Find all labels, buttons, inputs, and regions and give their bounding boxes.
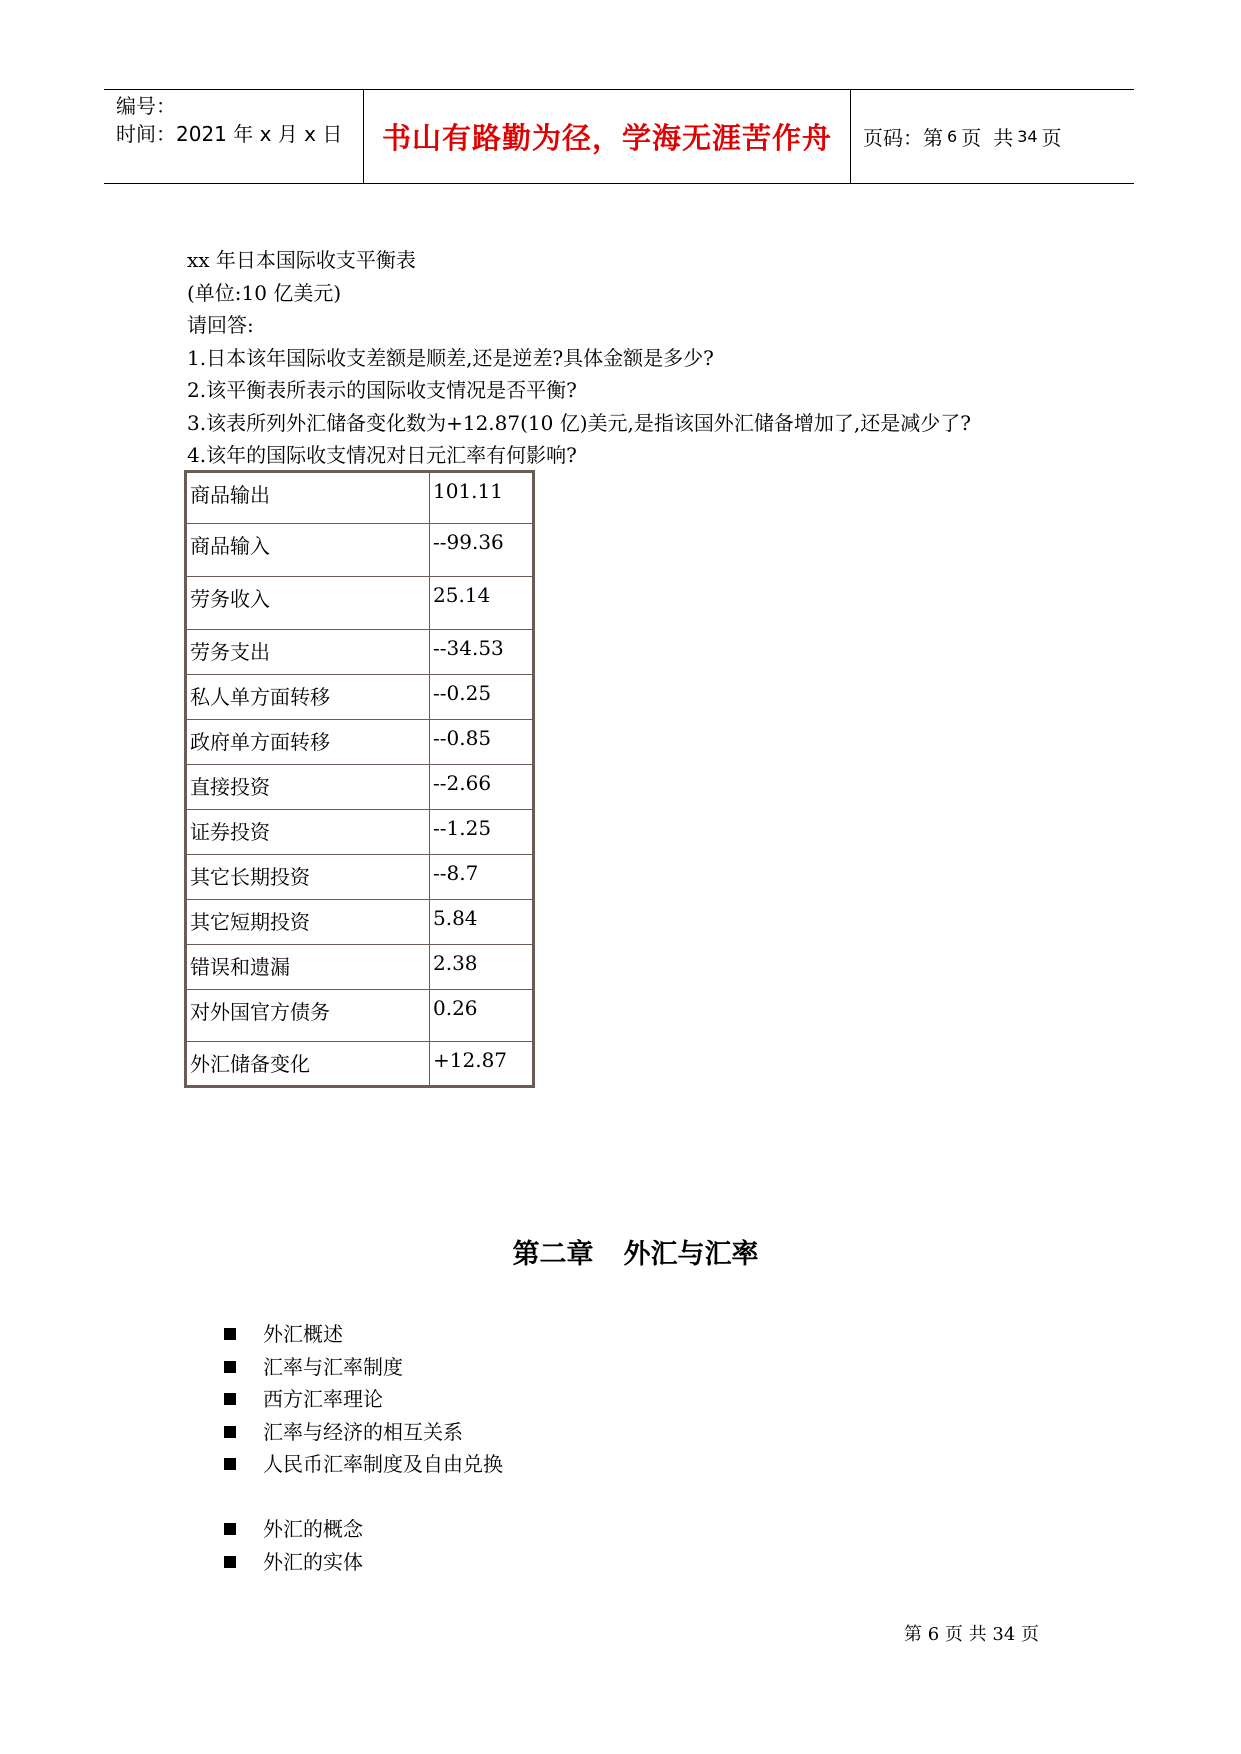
- row-value: --2.66: [430, 765, 534, 810]
- square-bullet-icon: [224, 1556, 236, 1568]
- row-label: 商品输入: [186, 524, 430, 577]
- list-item-label: 汇率与汇率制度: [263, 1354, 403, 1379]
- page-total: 34: [1017, 127, 1038, 146]
- row-label: 外汇储备变化: [186, 1042, 430, 1087]
- list-item-label: 人民币汇率制度及自由兑换: [263, 1452, 503, 1476]
- row-label: 劳务支出: [186, 630, 430, 675]
- row-label: 商品输出: [186, 472, 430, 524]
- question-item: 4.该年的国际收支情况对日元汇率有何影响?: [187, 443, 577, 467]
- total-unit: 页: [1041, 126, 1062, 150]
- row-value: --1.25: [430, 810, 534, 855]
- table-row: [186, 472, 534, 524]
- list-item-label: 汇率与经济的相互关系: [263, 1419, 463, 1444]
- row-value: --34.53: [430, 630, 534, 675]
- row-value: 25.14: [430, 577, 534, 630]
- list-item: [224, 1448, 503, 1481]
- question-intro: [187, 244, 971, 472]
- list-item-label: 外汇的实体: [263, 1549, 363, 1574]
- chapter-heading: [0, 1232, 1241, 1271]
- square-bullet-icon: [224, 1426, 236, 1438]
- list-item: [224, 1351, 503, 1384]
- table-unit: (单位:10 亿美元): [187, 280, 342, 305]
- question-prompt: 请回答:: [187, 313, 254, 337]
- square-bullet-icon: [224, 1458, 236, 1470]
- table-row: [186, 945, 534, 990]
- question-item: 1.日本该年国际收支差额是顺差,还是逆差?具体金额是多少?: [187, 345, 714, 370]
- table-row: [186, 1042, 534, 1087]
- chapter-outline-list: [224, 1318, 503, 1481]
- row-value: --0.85: [430, 720, 534, 765]
- row-value: --8.7: [430, 855, 534, 900]
- list-item-label: 西方汇率理论: [263, 1387, 383, 1411]
- table-row: [186, 900, 534, 945]
- table-row: [186, 990, 534, 1042]
- row-value: 101.11: [430, 472, 534, 524]
- row-value: 0.26: [430, 990, 534, 1042]
- table-row: [186, 524, 534, 577]
- square-bullet-icon: [224, 1393, 236, 1405]
- table-row: [186, 810, 534, 855]
- row-label: 其它短期投资: [186, 900, 430, 945]
- page-header: [104, 89, 1134, 184]
- footer-total-prefix: 共: [968, 1624, 987, 1645]
- question-item: 2.该平衡表所表示的国际收支情况是否平衡?: [187, 378, 577, 402]
- page-current: 6: [947, 127, 958, 146]
- list-item: [224, 1383, 503, 1416]
- time-label: 时间：2021 年 x 月 x 日: [116, 122, 343, 146]
- header-meta: [104, 90, 364, 183]
- table-row: [186, 675, 534, 720]
- chapter-title: 外汇与汇率: [623, 1239, 759, 1270]
- table-row: [186, 577, 534, 630]
- footer-total: 34: [992, 1624, 1016, 1645]
- row-label: 错误和遗漏: [186, 945, 430, 990]
- list-item-label: 外汇的概念: [263, 1517, 363, 1541]
- row-value: 2.38: [430, 945, 534, 990]
- question-item: 3.该表所列外汇储备变化数为+12.87(10 亿)美元,是指该国外汇储备增加了,还是减少了?: [187, 410, 971, 435]
- list-item: [224, 1416, 503, 1449]
- footer-current: 6: [927, 1624, 940, 1645]
- square-bullet-icon: [224, 1361, 236, 1373]
- square-bullet-icon: [224, 1523, 236, 1535]
- page-unit: 页: [961, 126, 982, 150]
- footer-prefix: 第: [904, 1624, 922, 1645]
- table-row: [186, 765, 534, 810]
- table-row: [186, 630, 534, 675]
- section-list: [224, 1513, 363, 1578]
- balance-of-payments-table: [184, 470, 535, 1088]
- header-page-info: [851, 90, 1134, 183]
- footer-total-unit: 页: [1021, 1624, 1040, 1645]
- number-label: 编号：: [116, 94, 176, 118]
- row-value: +12.87: [430, 1042, 534, 1087]
- page-prefix: 页码：第: [863, 126, 943, 150]
- row-label: 对外国官方债务: [186, 990, 430, 1042]
- row-value: --0.25: [430, 675, 534, 720]
- list-item: [224, 1546, 363, 1579]
- row-label: 证券投资: [186, 810, 430, 855]
- list-item-label: 外汇概述: [263, 1322, 343, 1346]
- row-label: 政府单方面转移: [186, 720, 430, 765]
- square-bullet-icon: [224, 1328, 236, 1340]
- total-prefix: 共: [993, 126, 1014, 150]
- list-item: [224, 1513, 363, 1546]
- page-footer: [904, 1620, 1039, 1646]
- row-label: 直接投资: [186, 765, 430, 810]
- table-row: [186, 855, 534, 900]
- row-value: 5.84: [430, 900, 534, 945]
- row-value: --99.36: [430, 524, 534, 577]
- list-item: [224, 1318, 503, 1351]
- footer-unit: 页: [944, 1624, 963, 1645]
- row-label: 劳务收入: [186, 577, 430, 630]
- table-title: xx 年日本国际收支平衡表: [187, 248, 416, 272]
- header-motto: 书山有路勤为径，学海无涯苦作舟: [364, 90, 851, 183]
- chapter-number: 第二章: [512, 1239, 594, 1270]
- table-row: [186, 720, 534, 765]
- row-label: 私人单方面转移: [186, 675, 430, 720]
- row-label: 其它长期投资: [186, 855, 430, 900]
